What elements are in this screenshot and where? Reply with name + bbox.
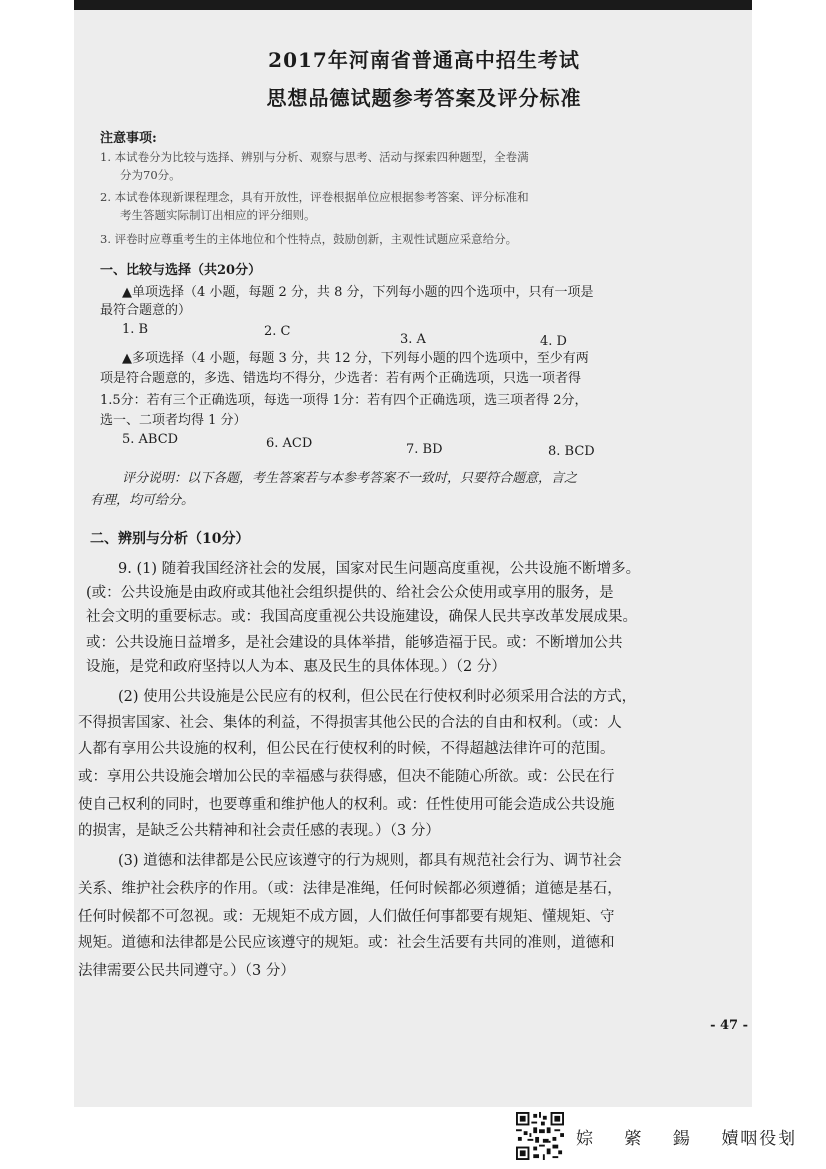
answer-7: 7. BD	[406, 442, 443, 457]
qr-code-icon	[516, 1112, 564, 1160]
answer-line: 设施，是党和政府坚持以人为本、惠及民生的具体体现。）（2 分）	[86, 659, 506, 675]
answer-line: 或：公共设施日益增多，是社会建设的具体举措，能够造福于民。或：不断增加公共	[86, 635, 623, 651]
answer-line: (3) 道德和法律都是公民应该遵守的行为规则，都具有规范社会行为、调节社会	[118, 853, 622, 869]
answer-line: 社会文明的重要标志。或：我国高度重视公共设施建设，确保人民共享改革发展成果。	[86, 609, 637, 625]
answer-line: 或：享用公共设施会增加公民的幸福感与获得感，但决不能随心所欲。或：公民在行	[78, 769, 615, 785]
multi-choice-intro: ▲多项选择（4 小题，每题 3 分，共 12 分，下列每小题的四个选项中，至少有两	[122, 351, 589, 366]
answer-8: 8. BCD	[548, 444, 595, 459]
answer-2: 2. C	[264, 324, 291, 339]
title-line-1: 2017年河南省普通高中招生考试	[268, 48, 580, 72]
multi-choice-intro: 选一、二项者均得 1 分）	[100, 413, 247, 428]
notes-heading: 注意事项:	[100, 131, 157, 146]
note-line: 2. 本试卷体现新课程理念，具有开放性，评卷根据单位应根据参考答案、评分标准和	[100, 190, 529, 204]
note-line: 3. 评卷时应尊重考生的主体地位和个性特点，鼓励创新，主观性试题应采意给分。	[100, 232, 518, 246]
answer-line: 关系、维护社会秩序的作用。（或：法律是准绳，任何时候都必须遵循；道德是基石，	[78, 881, 622, 897]
note-line: 分为70分。	[120, 168, 181, 182]
multi-choice-intro: 1.5分：若有三个正确选项，每选一项得 1分：若有四个正确选项，选三项者得 2分，	[100, 393, 588, 408]
footer-char: 鍚	[672, 1129, 692, 1149]
answer-line: 的损害，是缺乏公共精神和社会责任感的表现。）（3 分）	[78, 823, 440, 839]
footer-bar	[516, 1112, 816, 1162]
page-number: - 47 -	[710, 1018, 748, 1033]
section2-heading: 二、辨别与分析（10分）	[90, 531, 250, 547]
footer-char: 綮	[624, 1129, 644, 1149]
footer-char: 婃	[576, 1129, 595, 1149]
note-line: 考生答题实际制订出相应的评分细则。	[120, 208, 316, 222]
answer-line: (2) 使用公共设施是公民应有的权利，但公民在行使权利时必须采用合法的方式，	[118, 689, 637, 705]
answer-1: 1. B	[122, 322, 149, 337]
answer-line: 使自己权利的同时，也要尊重和维护他人的权利。或：任性使用可能会造成公共设施	[78, 797, 615, 813]
scoring-note: 评分说明：以下各题，考生答案若与本参考答案不一致时，只要符合题意，言之	[122, 471, 578, 486]
answer-line: 任何时候都不可忽视。或：无规矩不成方圆，人们做任何事都要有规矩、懂规矩、守	[78, 909, 615, 925]
note-line: 1. 本试卷分为比较与选择、辨别与分析、观察与思考、活动与探索四种题型，全卷满	[100, 150, 529, 164]
title-line-2: 思想品德试题参考答案及评分标准	[266, 86, 582, 110]
answer-line: 法律需要公民共同遵守。）（3 分）	[78, 963, 295, 979]
single-choice-intro: 最符合题意的）	[100, 303, 192, 318]
footer-char: 嬻咽役刬	[721, 1129, 798, 1149]
answer-4: 4. D	[540, 334, 567, 349]
single-choice-intro: ▲单项选择（4 小题，每题 2 分，共 8 分，下列每小题的四个选项中，只有一项是	[122, 285, 594, 300]
answer-line: 人都有享用公共设施的权利，但公民在行使权利的时候，不得超越法律许可的范围。	[78, 741, 615, 757]
answer-6: 6. ACD	[266, 436, 313, 451]
section1-heading: 一、比较与选择（共20分）	[100, 263, 262, 278]
answer-line: 规矩。道德和法律都是公民应该遵守的规矩。或：社会生活要有共同的准则，道德和	[78, 935, 615, 951]
footer-text	[576, 1124, 819, 1149]
answer-5: 5. ABCD	[122, 432, 179, 447]
answer-line: 9. (1) 随着我国经济社会的发展，国家对民生问题高度重视，公共设施不断增多。	[118, 561, 641, 577]
answer-line: 不得损害国家、社会、集体的利益，不得损害其他公民的合法的自由和权利。（或：人	[78, 715, 622, 731]
multi-choice-intro: 项是符合题意的，多选、错选均不得分，少选者：若有两个正确选项，只选一项者得	[100, 371, 582, 386]
scoring-note: 有理，均可给分。	[90, 493, 195, 508]
answer-3: 3. A	[400, 332, 426, 347]
scanned-page	[74, 0, 752, 1107]
answer-line: (或：公共设施是由政府或其他社会组织提供的、给社会公众使用或享用的服务，是	[86, 585, 614, 601]
